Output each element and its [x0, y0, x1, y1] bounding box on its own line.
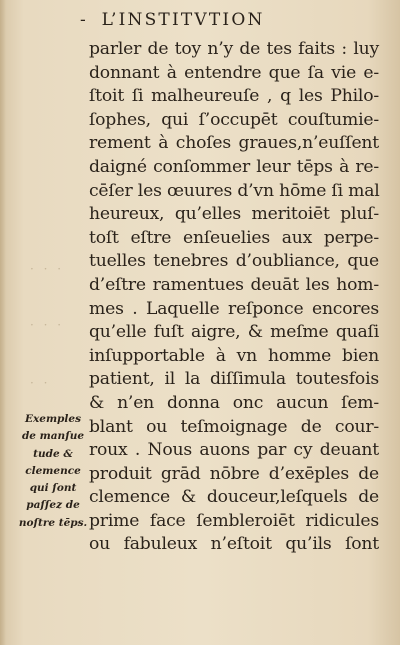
marginal-note-line: paſſez de [26, 499, 80, 512]
text-line: & n’en donna onc aucun ſem- [89, 392, 379, 413]
marginal-note-line: clemence [25, 464, 81, 477]
text-line: rement à choſes graues,n’euſſent [89, 133, 379, 154]
text-line: ou fabuleux n’eſtoit qu’ils ſont [89, 534, 379, 555]
show-through-mark: · · · [30, 318, 65, 332]
marginal-note-line: noſtre tēps. [18, 516, 88, 529]
show-through-mark: · · · [30, 262, 65, 276]
text-line: ſtoit ſi malheureuſe , q les Philo- [89, 86, 379, 107]
text-line: clemence & douceur,leſquels de [89, 487, 379, 508]
text-line: d’eſtre ramentues deuāt les hom- [89, 274, 379, 295]
text-line: daigné conſommer leur tēps à re- [89, 156, 379, 177]
marginal-note-line: de manſue [21, 430, 85, 443]
running-head-dash: - [80, 10, 88, 30]
text-line: tuelles tenebres d’oubliance, que [89, 251, 379, 272]
text-line: cēſer les œuures d’vn hōme ſi mal [89, 180, 380, 201]
text-line: inſupportable à vn homme bien [89, 345, 379, 366]
marginal-note [18, 411, 88, 532]
text-line: produit grād nōbre d’exēples de [89, 463, 379, 484]
text-line: prime face ſembleroiēt ridicules [89, 510, 379, 531]
text-line: patient, il la diſſimula toutesfois [89, 369, 379, 390]
running-head-title: L’INSTITVTION [101, 10, 265, 30]
marginal-note-line: Exemples [25, 413, 81, 425]
running-head [80, 10, 380, 30]
text-line: mes . Laquelle reſponce encores [89, 298, 379, 319]
marginal-note-line: qui ſont [29, 482, 77, 495]
text-line: qu’elle fuſt aigre, & meſme quaſi [89, 322, 379, 343]
text-line: toſt eſtre enſeuelies aux perpe- [89, 227, 379, 248]
body-text [89, 38, 379, 557]
show-through-mark: · · [30, 376, 51, 390]
text-line: ſophes, qui ſ’occupēt couſtumie- [89, 109, 379, 130]
text-line: blant ou teſmoignage de cour- [89, 416, 379, 437]
text-line: roux . Nous auons par cy deuant [89, 440, 379, 461]
text-line: donnant à entendre que ſa vie e- [89, 62, 379, 83]
text-line: heureux, qu’elles meritoiēt pluſ- [89, 204, 379, 225]
text-line: parler de toy n’y de tes faits : luy [89, 39, 379, 59]
page-gutter-shadow [0, 0, 6, 645]
marginal-note-line: tude & [33, 447, 73, 460]
